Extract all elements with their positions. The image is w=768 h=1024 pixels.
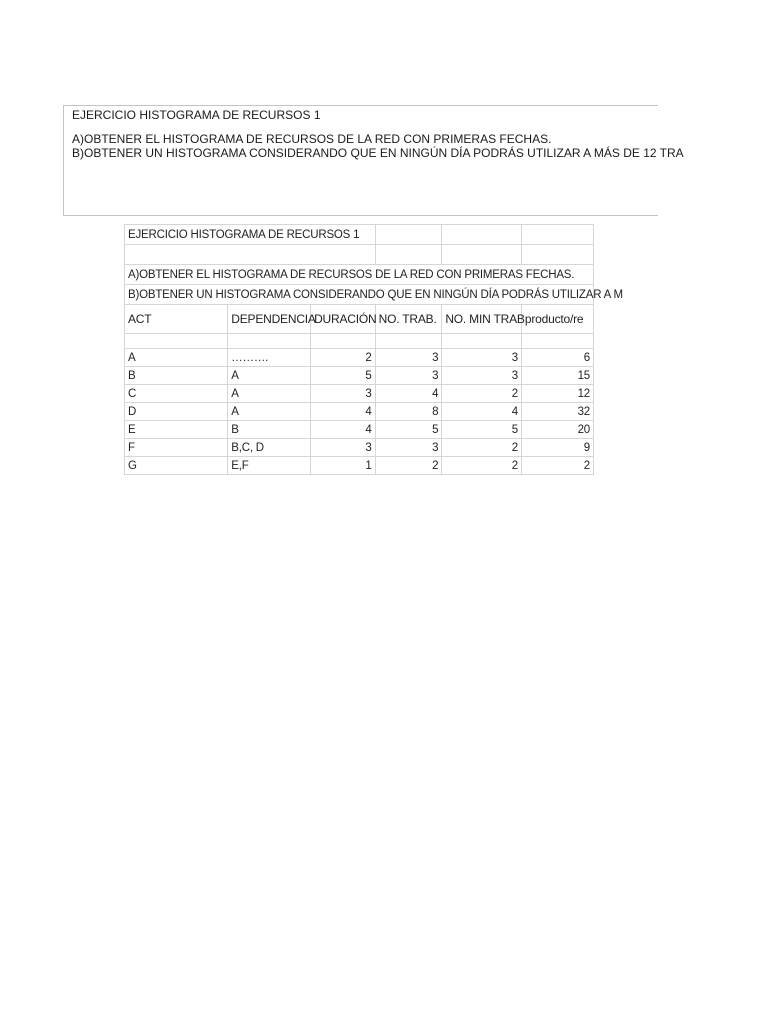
cell-duracion: 4 [311, 403, 376, 421]
cell-producto: 15 [521, 367, 593, 385]
header-producto: producto/re [521, 305, 593, 334]
table-row [125, 367, 594, 385]
cell-act: G [125, 457, 228, 475]
table-row [125, 421, 594, 439]
cell-no-trab: 8 [375, 403, 442, 421]
empty-cell [375, 225, 442, 245]
cell-no-trab: 3 [375, 367, 442, 385]
empty-cell [521, 245, 593, 265]
instruction-a: A)OBTENER EL HISTOGRAMA DE RECURSOS DE LA RED CON PRIMERAS FECHAS. [72, 132, 552, 146]
cell-act: B [125, 367, 228, 385]
cell-no-min-trab: 2 [442, 385, 522, 403]
cell-producto: 6 [521, 349, 593, 367]
empty-cell [375, 245, 442, 265]
cell-dependencia: B [228, 421, 311, 439]
cell-no-trab: 5 [375, 421, 442, 439]
sheet-instruction-b: B)OBTENER UN HISTOGRAMA CONSIDERANDO QUE EN NINGÚN DÍA PODRÁS UTILIZAR A M [125, 285, 594, 305]
header-no-min-trab: NO. MIN TRAB [442, 305, 522, 334]
empty-cell [442, 334, 522, 349]
cell-producto: 12 [521, 385, 593, 403]
cell-act: F [125, 439, 228, 457]
cell-act: A [125, 349, 228, 367]
cell-dependencia: ………. [228, 349, 311, 367]
sheet-instruction-row-b [125, 285, 594, 305]
empty-cell [521, 334, 593, 349]
cell-producto: 32 [521, 403, 593, 421]
cell-duracion: 5 [311, 367, 376, 385]
empty-cell [521, 225, 593, 245]
cell-dependencia: A [228, 403, 311, 421]
cell-producto: 20 [521, 421, 593, 439]
blank-row [125, 245, 594, 265]
cell-dependencia: B,C, D [228, 439, 311, 457]
cell-no-min-trab: 2 [442, 439, 522, 457]
cell-duracion: 3 [311, 385, 376, 403]
exercise-text-box [63, 105, 684, 216]
table-row [125, 457, 594, 475]
blank-row [125, 334, 594, 349]
cell-duracion: 2 [311, 349, 376, 367]
empty-cell [125, 334, 228, 349]
header-row [125, 305, 594, 334]
cell-duracion: 3 [311, 439, 376, 457]
spreadsheet-image [124, 224, 623, 498]
cell-producto: 9 [521, 439, 593, 457]
cell-no-min-trab: 3 [442, 349, 522, 367]
empty-cell [228, 334, 311, 349]
cell-producto: 2 [521, 457, 593, 475]
empty-cell [125, 245, 376, 265]
sheet-title: EJERCICIO HISTOGRAMA DE RECURSOS 1 [125, 225, 376, 245]
blank-line [72, 122, 658, 132]
cell-no-min-trab: 2 [442, 457, 522, 475]
cell-dependencia: A [228, 385, 311, 403]
cell-no-trab: 3 [375, 439, 442, 457]
header-act: ACT [125, 305, 228, 334]
cell-no-min-trab: 5 [442, 421, 522, 439]
empty-cell [375, 334, 442, 349]
table-row [125, 439, 594, 457]
sheet-instruction-row-a [125, 265, 594, 285]
empty-cell [311, 334, 376, 349]
cell-act: E [125, 421, 228, 439]
cell-no-trab: 3 [375, 349, 442, 367]
cell-no-min-trab: 4 [442, 403, 522, 421]
exercise-title: EJERCICIO HISTOGRAMA DE RECURSOS 1 [72, 108, 321, 122]
instruction-b: B)OBTENER UN HISTOGRAMA CONSIDERANDO QUE EN NINGÚN DÍA PODRÁS UTILIZAR A MÁS DE 12 TRA [72, 146, 684, 160]
header-no-trab: NO. TRAB. [375, 305, 442, 334]
table-row [125, 403, 594, 421]
cell-act: D [125, 403, 228, 421]
cell-duracion: 1 [311, 457, 376, 475]
sheet-title-row [125, 225, 594, 245]
spreadsheet-table [124, 224, 623, 475]
cell-dependencia: E,F [228, 457, 311, 475]
cell-dependencia: A [228, 367, 311, 385]
header-duracion: DURACIÓN [311, 305, 376, 334]
cell-no-trab: 4 [375, 385, 442, 403]
cell-duracion: 4 [311, 421, 376, 439]
table-row [125, 349, 594, 367]
empty-cell [442, 245, 522, 265]
table-row [125, 385, 594, 403]
cell-no-trab: 2 [375, 457, 442, 475]
cell-act: C [125, 385, 228, 403]
sheet-instruction-a: A)OBTENER EL HISTOGRAMA DE RECURSOS DE LA RED CON PRIMERAS FECHAS. [125, 265, 594, 285]
empty-cell [442, 225, 522, 245]
header-dependencia: DEPENDENCIA [228, 305, 311, 334]
cell-no-min-trab: 3 [442, 367, 522, 385]
